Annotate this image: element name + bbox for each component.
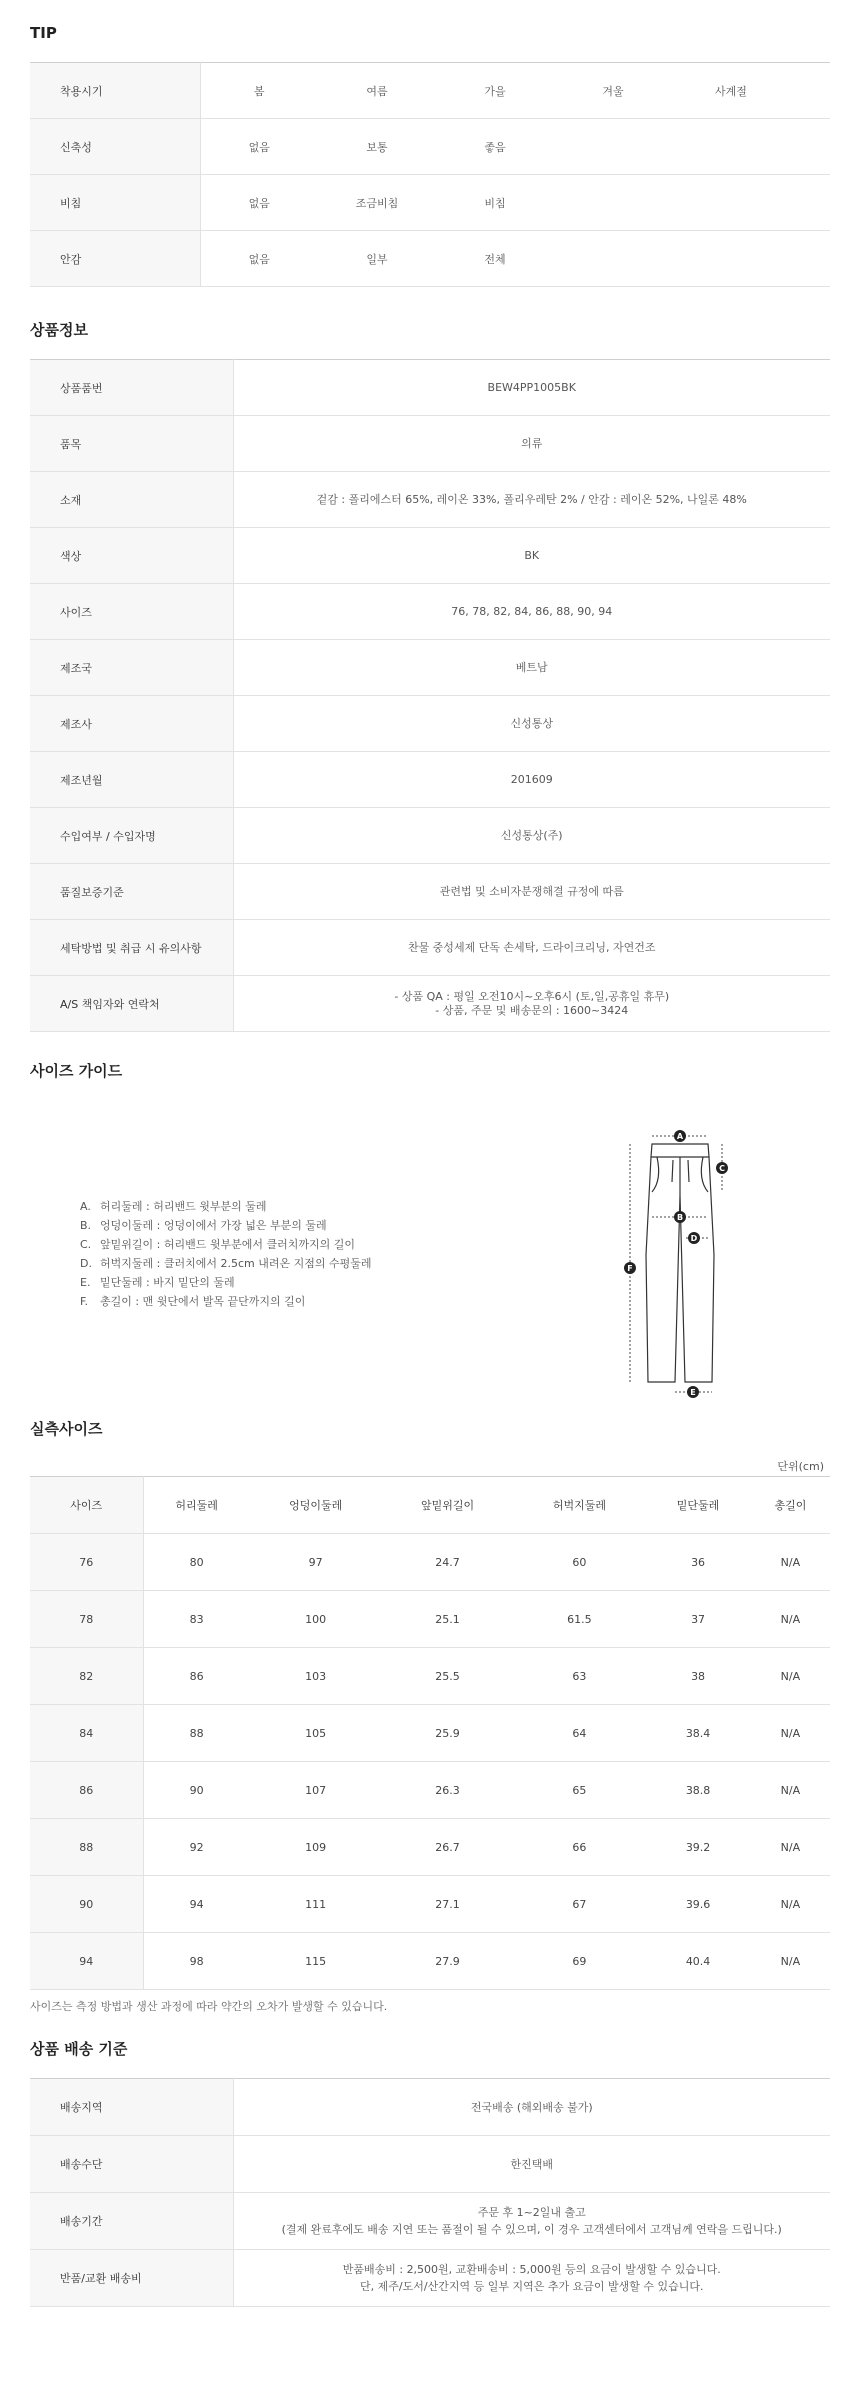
info-value-line: BEW4PP1005BK <box>487 380 576 394</box>
measure-cell: N/A <box>751 1534 830 1591</box>
info-row-value <box>233 920 830 976</box>
measure-row <box>30 1648 830 1705</box>
shipping-row <box>30 2136 830 2193</box>
info-row <box>30 696 830 752</box>
measure-cell: N/A <box>751 1705 830 1762</box>
size-guide-key: D. <box>80 1257 92 1270</box>
shipping-row-value <box>233 2250 830 2307</box>
measured-size-title: 실측사이즈 <box>30 1420 103 1438</box>
tip-title: TIP <box>30 24 57 42</box>
info-row-value <box>233 360 830 416</box>
info-value-line: 찬물 중성세제 단독 손세탁, 드라이크리닝, 자연건조 <box>407 940 656 954</box>
measure-cell: 109 <box>250 1819 382 1876</box>
measure-cell: 86 <box>30 1762 143 1819</box>
measure-cell: 40.4 <box>645 1933 751 1990</box>
measure-cell: 82 <box>30 1648 143 1705</box>
measure-cell: 107 <box>250 1762 382 1819</box>
tip-option: 전체 <box>436 231 554 287</box>
tip-row <box>30 63 830 119</box>
measure-cell: 25.9 <box>382 1705 514 1762</box>
tip-option: 보통 <box>318 119 436 175</box>
tip-option: 없음 <box>200 231 318 287</box>
size-guide-key: F. <box>80 1295 89 1308</box>
info-row-label: A/S 책임자와 연락처 <box>30 976 233 1032</box>
size-guide-item <box>80 1274 371 1293</box>
unit-label: 단위(cm) <box>777 1460 824 1473</box>
marker-b-label: B <box>676 1213 684 1222</box>
measure-row <box>30 1762 830 1819</box>
tip-row-label: 비침 <box>30 175 200 231</box>
tip-option <box>672 119 790 175</box>
measure-cell: 97 <box>250 1534 382 1591</box>
info-row-label: 품질보증기준 <box>30 864 233 920</box>
marker-c-label: C <box>719 1164 725 1173</box>
info-value-line: 신성통상 <box>510 716 553 730</box>
measure-cell: 25.1 <box>382 1591 514 1648</box>
shipping-row-value <box>233 2193 830 2250</box>
measure-cell: 94 <box>30 1933 143 1990</box>
size-guide-key: A. <box>80 1200 91 1213</box>
measure-cell: 25.5 <box>382 1648 514 1705</box>
tip-option <box>554 119 672 175</box>
tip-option: 가을 <box>436 63 554 119</box>
shipping-value-line: (결제 완료후에도 배송 지연 또는 품절이 될 수 있으며, 이 경우 고객센터에서 고객님께 연락을 드립니다.) <box>281 2223 782 2236</box>
info-row-value <box>233 472 830 528</box>
tip-spacer <box>790 119 830 175</box>
info-value-line: 겉감 : 폴리에스터 65%, 레이온 33%, 폴리우레탄 2% / 안감 : 레이온 52%, 나일론 48% <box>316 492 747 506</box>
shipping-row-label: 배송기간 <box>30 2193 233 2250</box>
info-row-label: 색상 <box>30 528 233 584</box>
measure-cell: 90 <box>143 1762 250 1819</box>
size-guide-text: 엉덩이둘레 : 엉덩이에서 가장 넓은 부분의 둘레 <box>100 1219 327 1232</box>
measure-cell: 39.2 <box>645 1819 751 1876</box>
tip-row-label: 안감 <box>30 231 200 287</box>
tip-row <box>30 231 830 287</box>
size-guide-item <box>80 1236 371 1255</box>
size-guide-text: 허리둘레 : 허리밴드 윗부분의 둘레 <box>100 1200 267 1213</box>
tip-option <box>554 175 672 231</box>
marker-d-label: D <box>690 1234 698 1243</box>
measure-header: 총길이 <box>751 1477 830 1534</box>
shipping-row <box>30 2193 830 2250</box>
info-row <box>30 808 830 864</box>
measure-cell: 36 <box>645 1534 751 1591</box>
tip-option: 여름 <box>318 63 436 119</box>
info-row <box>30 752 830 808</box>
measure-header: 허리둘레 <box>143 1477 250 1534</box>
size-guide <box>30 1100 830 1418</box>
measure-cell: 78 <box>30 1591 143 1648</box>
measure-cell: 26.3 <box>382 1762 514 1819</box>
measurement-note: 사이즈는 측정 방법과 생산 과정에 따라 약간의 오차가 발생할 수 있습니다. <box>30 2000 388 2013</box>
tip-option <box>672 175 790 231</box>
measure-cell: 39.6 <box>645 1876 751 1933</box>
tip-option: 없음 <box>200 175 318 231</box>
shipping-title: 상품 배송 기준 <box>30 2040 128 2058</box>
measure-cell: N/A <box>751 1933 830 1990</box>
info-value-line: 관련법 및 소비자분쟁해결 규정에 따름 <box>439 884 624 898</box>
measure-cell: N/A <box>751 1648 830 1705</box>
size-guide-text: 허벅지둘레 : 클러치에서 2.5cm 내려온 지점의 수평둘레 <box>100 1257 372 1270</box>
pants-diagram <box>600 1100 780 1410</box>
info-value-line: 베트남 <box>515 660 548 674</box>
size-guide-text: 총길이 : 맨 윗단에서 발목 끝단까지의 길이 <box>100 1295 306 1308</box>
info-row-label: 상품품번 <box>30 360 233 416</box>
measure-cell: 98 <box>143 1933 250 1990</box>
measure-row <box>30 1876 830 1933</box>
info-value-line: 201609 <box>510 772 553 786</box>
shipping-row-label: 배송수단 <box>30 2136 233 2193</box>
info-row-label: 사이즈 <box>30 584 233 640</box>
size-guide-key: B. <box>80 1219 92 1232</box>
measure-row <box>30 1705 830 1762</box>
shipping-table <box>30 2078 830 2307</box>
measure-row <box>30 1819 830 1876</box>
info-row-label: 세탁방법 및 취급 시 유의사항 <box>30 920 233 976</box>
info-row <box>30 528 830 584</box>
measure-row <box>30 1534 830 1591</box>
tip-row-label: 신축성 <box>30 119 200 175</box>
tip-spacer <box>790 175 830 231</box>
info-row-value <box>233 584 830 640</box>
tip-option <box>672 231 790 287</box>
info-row <box>30 976 830 1032</box>
info-row <box>30 920 830 976</box>
measure-cell: 115 <box>250 1933 382 1990</box>
shipping-value-line: 단, 제주/도서/산간지역 등 일부 지역은 추가 요금이 발생할 수 있습니다. <box>360 2280 704 2293</box>
measure-cell: 92 <box>143 1819 250 1876</box>
info-row-label: 제조사 <box>30 696 233 752</box>
info-row-label: 제조국 <box>30 640 233 696</box>
info-row-value <box>233 752 830 808</box>
info-row-label: 수입여부 / 수입자명 <box>30 808 233 864</box>
tip-row <box>30 175 830 231</box>
measure-cell: 94 <box>143 1876 250 1933</box>
measure-cell: 61.5 <box>513 1591 645 1648</box>
tip-table <box>30 62 830 287</box>
info-value-line: 신성통상(주) <box>500 828 563 842</box>
tip-row-label: 착용시기 <box>30 63 200 119</box>
measure-row <box>30 1933 830 1990</box>
measure-cell: 65 <box>513 1762 645 1819</box>
measure-row <box>30 1591 830 1648</box>
size-guide-key: C. <box>80 1238 92 1251</box>
size-guide-item <box>80 1293 371 1312</box>
measure-cell: 38.4 <box>645 1705 751 1762</box>
marker-f-label: F <box>627 1264 633 1273</box>
tip-option: 없음 <box>200 119 318 175</box>
measure-cell: 84 <box>30 1705 143 1762</box>
measure-cell: N/A <box>751 1762 830 1819</box>
info-row <box>30 864 830 920</box>
measure-cell: 103 <box>250 1648 382 1705</box>
measured-size-table <box>30 1476 830 1990</box>
info-value-line: - 상품, 주문 및 배송문의 : 1600~3424 <box>435 1003 629 1017</box>
info-row-label: 품목 <box>30 416 233 472</box>
size-guide-text: 밑단둘레 : 바지 밑단의 둘레 <box>100 1276 235 1289</box>
measure-cell: 26.7 <box>382 1819 514 1876</box>
info-row <box>30 472 830 528</box>
tip-option: 겨울 <box>554 63 672 119</box>
measure-header: 엉덩이둘레 <box>250 1477 382 1534</box>
info-row <box>30 640 830 696</box>
measure-cell: 88 <box>30 1819 143 1876</box>
tip-spacer <box>790 231 830 287</box>
info-value-line: 의류 <box>521 436 543 450</box>
shipping-value-line: 전국배송 (해외배송 불가) <box>470 2100 593 2114</box>
info-row <box>30 584 830 640</box>
tip-spacer <box>790 63 830 119</box>
measure-header: 앞밑위길이 <box>382 1477 514 1534</box>
info-row-label: 제조년월 <box>30 752 233 808</box>
info-value-line: - 상품 QA : 평일 오전10시~오후6시 (토,일,공휴일 휴무) <box>394 989 670 1003</box>
size-guide-key: E. <box>80 1276 91 1289</box>
info-row-value <box>233 640 830 696</box>
shipping-value-line: 주문 후 1~2일내 출고 <box>477 2206 586 2219</box>
measure-cell: N/A <box>751 1819 830 1876</box>
tip-option <box>554 231 672 287</box>
size-guide-text: 앞밑위길이 : 허리밴드 윗부분에서 클러치까지의 길이 <box>100 1238 355 1251</box>
product-info-title: 상품정보 <box>30 321 88 339</box>
measure-cell: 27.1 <box>382 1876 514 1933</box>
shipping-value-line: 반품배송비 : 2,500원, 교환배송비 : 5,000원 등의 요금이 발생할 수 있습니다. <box>342 2263 721 2276</box>
shipping-row-value <box>233 2079 830 2136</box>
measure-cell: 111 <box>250 1876 382 1933</box>
marker-e-label: E <box>690 1388 696 1397</box>
measure-header: 허벅지둘레 <box>513 1477 645 1534</box>
measure-cell: N/A <box>751 1876 830 1933</box>
measure-cell: N/A <box>751 1591 830 1648</box>
info-row-value <box>233 528 830 584</box>
shipping-row-value <box>233 2136 830 2193</box>
size-guide-item <box>80 1198 371 1217</box>
size-guide-item <box>80 1255 371 1274</box>
measure-cell: 64 <box>513 1705 645 1762</box>
measure-cell: 63 <box>513 1648 645 1705</box>
shipping-row <box>30 2250 830 2307</box>
tip-option: 좋음 <box>436 119 554 175</box>
info-row <box>30 360 830 416</box>
tip-option: 비침 <box>436 175 554 231</box>
info-row-value <box>233 976 830 1032</box>
product-info-table <box>30 359 830 1032</box>
marker-a-label: A <box>676 1132 684 1141</box>
info-value-line: BK <box>524 548 540 562</box>
measure-cell: 38 <box>645 1648 751 1705</box>
tip-option: 일부 <box>318 231 436 287</box>
info-row-label: 소재 <box>30 472 233 528</box>
measure-cell: 88 <box>143 1705 250 1762</box>
info-row-value <box>233 696 830 752</box>
measure-cell: 60 <box>513 1534 645 1591</box>
tip-option: 사계절 <box>672 63 790 119</box>
tip-option: 봄 <box>200 63 318 119</box>
measure-cell: 90 <box>30 1876 143 1933</box>
size-guide-item <box>80 1217 371 1236</box>
size-guide-title: 사이즈 가이드 <box>30 1062 123 1080</box>
measure-cell: 66 <box>513 1819 645 1876</box>
measure-header: 사이즈 <box>30 1477 143 1534</box>
measure-cell: 100 <box>250 1591 382 1648</box>
info-row-value <box>233 808 830 864</box>
measure-cell: 38.8 <box>645 1762 751 1819</box>
measure-cell: 67 <box>513 1876 645 1933</box>
measure-cell: 86 <box>143 1648 250 1705</box>
size-guide-list <box>80 1198 371 1312</box>
measure-cell: 80 <box>143 1534 250 1591</box>
info-row-value <box>233 864 830 920</box>
measure-cell: 24.7 <box>382 1534 514 1591</box>
measure-cell: 27.9 <box>382 1933 514 1990</box>
tip-row <box>30 119 830 175</box>
shipping-row-label: 반품/교환 배송비 <box>30 2250 233 2307</box>
measure-header: 밑단둘레 <box>645 1477 751 1534</box>
shipping-value-line: 한진택배 <box>510 2157 553 2171</box>
measure-cell: 105 <box>250 1705 382 1762</box>
measure-cell: 37 <box>645 1591 751 1648</box>
info-row <box>30 416 830 472</box>
measure-cell: 83 <box>143 1591 250 1648</box>
measure-cell: 76 <box>30 1534 143 1591</box>
shipping-row-label: 배송지역 <box>30 2079 233 2136</box>
tip-option: 조금비침 <box>318 175 436 231</box>
info-value-line: 76, 78, 82, 84, 86, 88, 90, 94 <box>451 604 613 618</box>
measure-cell: 69 <box>513 1933 645 1990</box>
shipping-row <box>30 2079 830 2136</box>
info-row-value <box>233 416 830 472</box>
